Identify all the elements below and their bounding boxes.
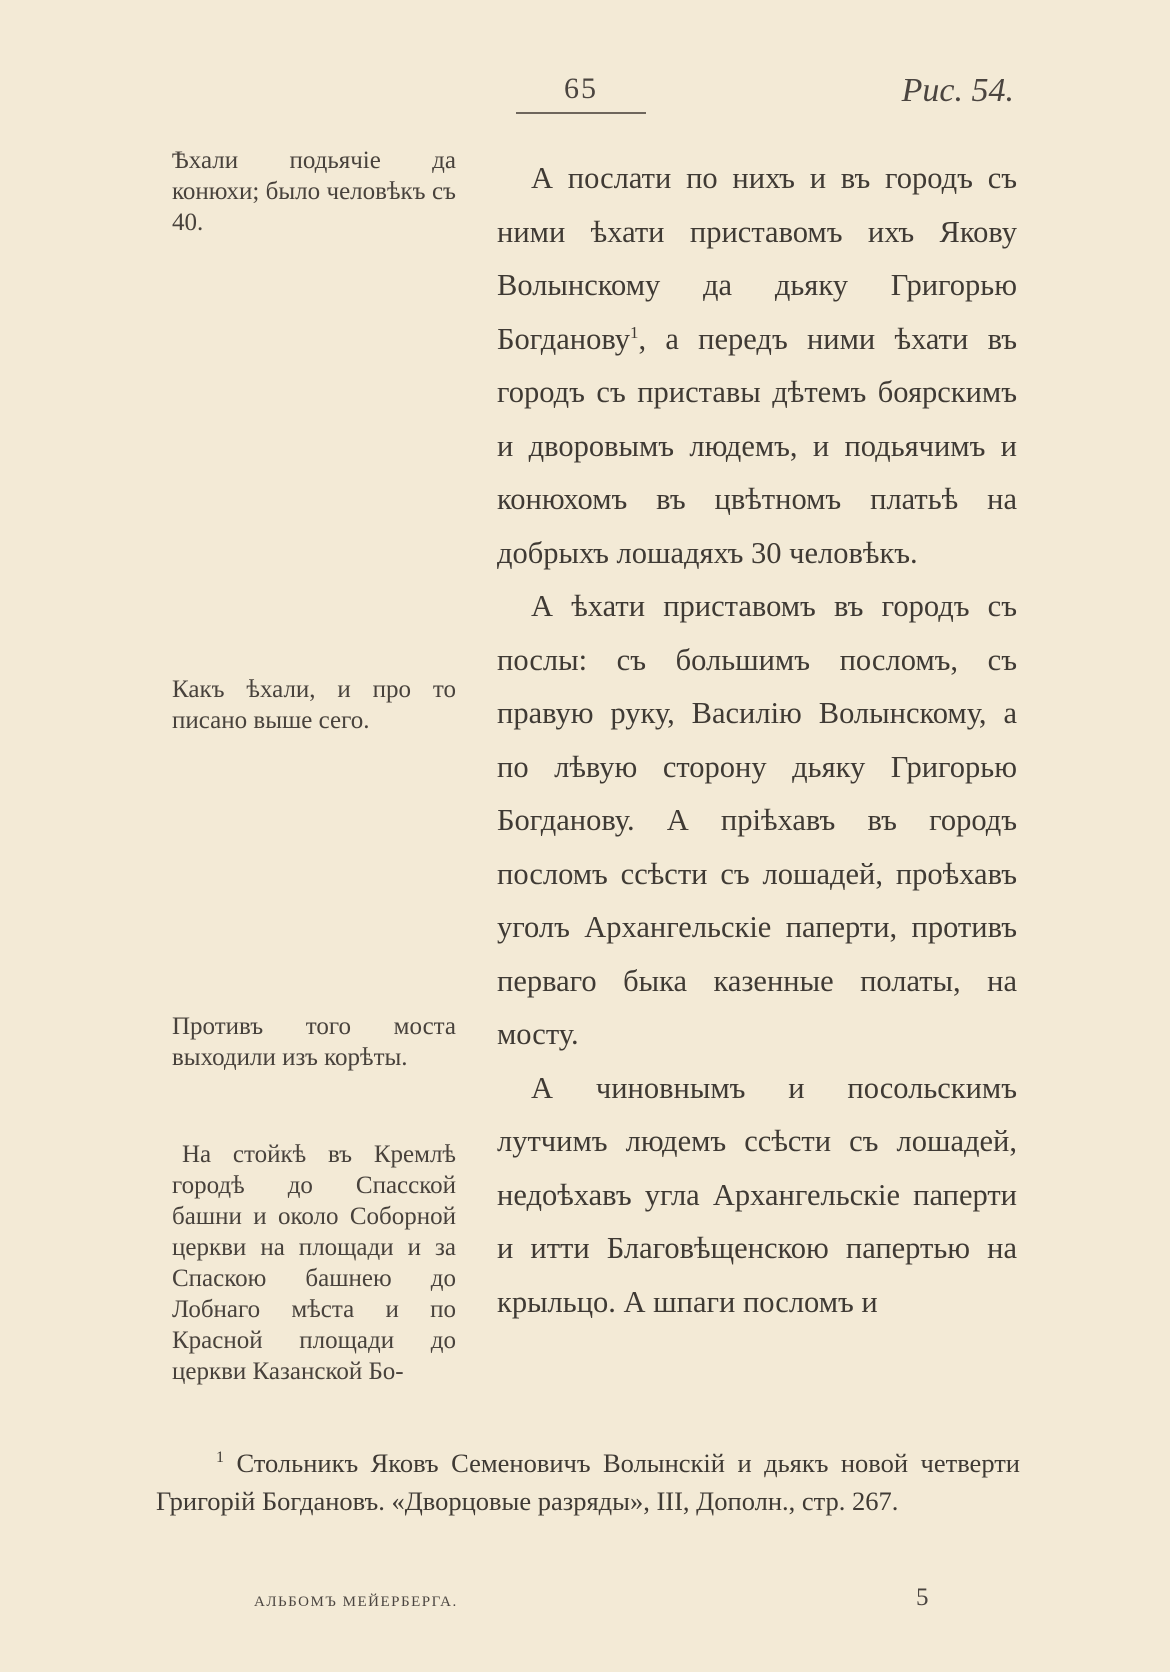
footnote-marker: 1 (216, 1449, 224, 1467)
paragraph (497, 152, 1017, 580)
page-number-rule (516, 112, 646, 114)
main-text-column (497, 152, 1017, 1329)
footnote-reference: 1 (630, 322, 639, 342)
paragraph-text: А послати по нихъ и въ городъ съ ними ѣхати приставомъ ихъ Якову Волынскому да дьяку Григорью Богданову (497, 161, 1017, 356)
sheet-number: 5 (916, 1584, 929, 1611)
margin-note: На стойкѣ въ Кремлѣ городѣ до Спасской башни и около Соборной церкви на площади и за Спаскою башнею до Лобнаго мѣста и по Красной площади до церкви Казанской Бо- (172, 1141, 456, 1385)
footnote-paragraph (156, 1444, 1020, 1520)
footnote-text: Стольникъ Яковъ Семеновичъ Волынскій и дьякъ новой четверти Григорій Богдановъ. «Дворцовые разряды», III, Дополн., стр. 267. (156, 1448, 1020, 1516)
page-number: 65 (564, 72, 598, 105)
margin-note: Противъ того моста выходили изъ корѣты. (172, 1013, 456, 1071)
margin-note: Ѣхали подьячіе да конюхи; было человѣкъ съ 40. (172, 147, 456, 236)
paragraph: А ѣхати приставомъ въ городъ съ послы: съ большимъ посломъ, съ правую руку, Василію Волынскому, а по лѣвую сторону дьяку Григорью Богданову. А пріѣхавъ въ городъ посломъ ссѣсти съ лошадей, проѣхавъ уголъ Архангельскіе паперти, противъ перваго быка казенные полаты, на мосту. (497, 589, 1017, 1051)
margin-note: Какъ ѣхали, и про то писано выше сего. (172, 676, 456, 734)
footnote (156, 1444, 1020, 1520)
figure-reference: Рис. 54. (901, 72, 1014, 109)
paragraph-text: , а передъ ними ѣхати въ городъ съ приставы дѣтемъ боярскимъ и дворовымъ людемъ, и подьячимъ и конюхомъ въ цвѣтномъ платьѣ на добрыхъ лошадяхъ 30 человѣкъ. (497, 321, 1017, 570)
paragraph: А чиновнымъ и посольскимъ лутчимъ людемъ ссѣсти съ лошадей, недоѣхавъ угла Архангельскіе паперти и итти Благовѣщенскою папертью на крыльцо. А шпаги посломъ и (497, 1070, 1017, 1319)
signature-mark: АЛЬБОМЪ МЕЙЕРБЕРГА. (254, 1594, 458, 1610)
